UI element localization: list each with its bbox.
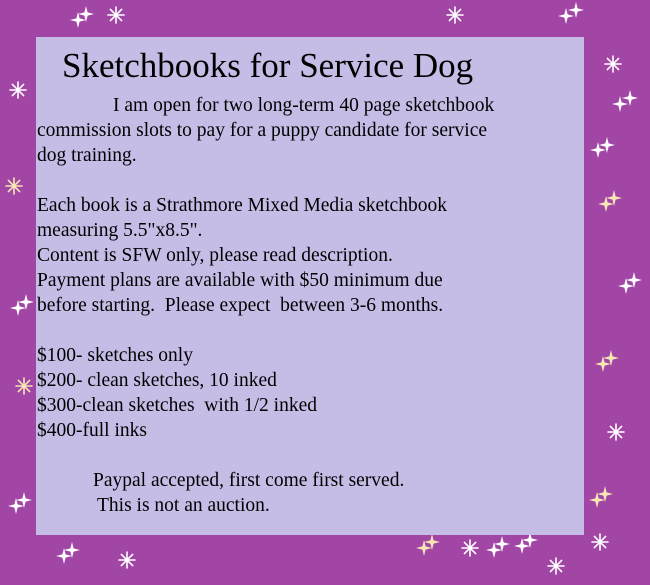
body-text (37, 93, 581, 518)
details-line: Payment plans are available with $50 minimum due (37, 270, 443, 291)
sparkle-icon (10, 294, 34, 316)
details-line: Content is SFW only, please read description. (37, 245, 393, 266)
price-line: $300-clean sketches with 1/2 inked (37, 395, 317, 416)
price-line: $200- clean sketches, 10 inked (37, 370, 277, 391)
sparkle-icon (6, 178, 22, 194)
details-line: measuring 5.5"x8.5". (37, 220, 203, 241)
sparkle-icon (612, 90, 638, 112)
sparkle-icon (589, 486, 613, 508)
sparkle-icon (486, 536, 510, 558)
details-line: before starting. Please expect between 3-6 months. (37, 295, 444, 316)
sparkle-icon (447, 7, 463, 23)
price-line: $400-full inks (37, 420, 147, 441)
details-line: Each book is a Strathmore Mixed Media sketchbook (37, 195, 447, 216)
sparkle-icon (462, 540, 478, 556)
sparkle-icon (16, 378, 32, 394)
page-title: Sketchbooks for Service Dog (62, 46, 474, 85)
sparkle-icon (70, 6, 94, 28)
sparkle-icon (514, 532, 538, 554)
sparkle-icon (590, 137, 615, 158)
intro-line: dog training. (37, 145, 137, 166)
sparkle-icon (598, 190, 622, 212)
footer-line: This is not an auction. (97, 495, 270, 516)
sparkle-icon (618, 272, 642, 294)
sparkle-icon (608, 424, 624, 440)
sparkle-icon (8, 492, 32, 514)
sparkle-icon (56, 542, 80, 564)
sparkle-icon (605, 56, 621, 72)
sparkle-icon (592, 534, 608, 550)
info-panel (36, 37, 584, 535)
intro-line: I am open for two long-term 40 page sketchbook (113, 95, 495, 116)
sparkle-icon (548, 558, 564, 574)
sparkle-icon (10, 82, 26, 98)
price-line: $100- sketches only (37, 345, 193, 366)
sparkle-icon (558, 2, 584, 24)
sparkle-icon (595, 350, 619, 372)
sparkle-icon (108, 7, 124, 23)
sparkle-icon (119, 552, 135, 568)
intro-line: commission slots to pay for a puppy candidate for service (37, 120, 488, 141)
footer-line: Paypal accepted, first come first served. (93, 470, 405, 491)
sparkle-icon (416, 534, 440, 556)
